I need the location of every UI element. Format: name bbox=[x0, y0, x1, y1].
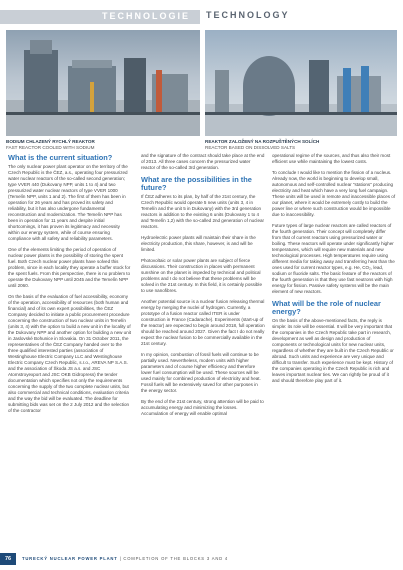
salt-reactor-image bbox=[205, 30, 397, 136]
article-column-1 bbox=[8, 153, 132, 419]
footer-text bbox=[22, 556, 228, 561]
caption-right bbox=[205, 139, 397, 150]
paragraph: If ČEZ adheres to its plan, by half of the 21st century, the Czech Republic would operate 5 new units (units 3, 4 in Temelín and the unit 5 in Dukovany) with the 3rd generation reactors in addition to the existing 6 units (Dukovany 1 to 4 and Temelín 1,2) with the so-called 2nd generation of nuclear reactors. bbox=[141, 193, 265, 229]
footer-journal: TURECKÝ NUCLEAR POWER PLANT bbox=[22, 556, 118, 561]
caption-left bbox=[6, 139, 200, 150]
paragraph: On the basis of the above-mentioned facts, the reply is simple: its role will be essential. It will be very important that the companies in the Czech Republic take part in research, development as well as design and production of components or technological units for new nuclear units, regardless of whether they are built in the Czech Republic or abroad. Such units and experience are very unique and difficult to transfer. Such experience must be kept. History of the companies operating in the Czech Republic is rich and leaves important nuclear ties. We can rightly be proud of it and should therefore play part of it. bbox=[272, 317, 394, 384]
heading-current-situation: What is the current situation? bbox=[8, 153, 113, 162]
footer-separator: | bbox=[119, 556, 124, 561]
paragraph: Future types of large nuclear reactors are called reactors of the fourth generation. Their concept will completely differ from that of current reactors using pressurized water or boiling. These reactors will operate under significantly higher temperatures, which will require new materials and new technological processes. High temperatures require using different media for taking away and transferring heat than the ones used for current reactor types, e.g. He, CO₂, lead, sodium or fluoride salts. The basic feature of the reactors of the fourth generation is that they use fast neutrons with high energy for fission. Passive safety systems will be the main element of new reactors. bbox=[272, 223, 395, 295]
paragraph: One of the elements limiting the period of operation of nuclear power plants is the possibility of storing the spent fuel. Both Czech nuclear power plants have solved this problem, since in each locality they operate a buffer stock for the spent fuels. From this perspective, there is no problem to operate the Dukovany NPP until 2045 and the Temelín NPP until 2060. bbox=[8, 247, 131, 289]
caption-right-cz: REAKTOR ZALOŽENÝ NA ROZPUŠTĚNÝCH SOLÍCH bbox=[205, 139, 320, 144]
paragraph: and the signature of the contract should take place at the end of 2013. All three cases concern the pressurized water reactor of the so-called 3rd generation. bbox=[141, 153, 265, 171]
section-title-en: TECHNOLOGY bbox=[206, 10, 290, 20]
paragraph: Hydroelectric power plants will maintain their share in the electricity production, this share, however, is and will be limited. bbox=[141, 234, 256, 252]
paragraph: operational regime of the sources, and thus also their most efficient use while maintaining the lowest costs. bbox=[272, 153, 391, 165]
paragraph: Another potential source is a nuclear fusion releasing thermal energy by merging the nuclei of hydrogen. Currently, a prototype of a fusion reactor called ITER is under construction in France (Cadarache). Experiments (start-up of the reactor) are expected to begin around 2018, full operation should be reached around 2027. Given the fact I do not really expect the nuclear fusion to be commercially available in the 21st century. bbox=[141, 298, 265, 346]
page-footer bbox=[0, 553, 403, 565]
article-column-2 bbox=[141, 153, 265, 422]
caption-right-en: REACTOR BASED ON DISSOLVED SALTS bbox=[205, 144, 296, 150]
sodium-reactor-image bbox=[6, 30, 200, 136]
paragraph: In my opinion, combustion of fossil fuels will continue to be partially used. Nevertheless, modern units with higher parameters and of course higher efficiency and therefore lower fuel consumption will be used. These sources will be used mainly for combined production of electricity and heat. Fossil fuels will be extensively saved for other purposes in the energy sector. bbox=[141, 352, 261, 394]
footer-subtitle: COMPLETION OF THE BLOCKS 3 AND 4 bbox=[123, 556, 229, 561]
caption-left-cz: BODIUM CHLAZENÝ RYCHLÝ REAKTOR bbox=[6, 139, 95, 144]
article-column-3 bbox=[272, 153, 396, 389]
paragraph: On the basis of the evaluation of fuel accessibility, economy of the operation, accessibility of resources (both human and financial) and of its own expert possibilities, the ČEZ Company decided to initiate a public procurement procedure concerning the construction of two nuclear units in Temelín (units 3, 4) with the option to build a new unit in the locality of the Dukovany NPP and another option for building a new unit in Jaslovské Bohunice in Slovakia. On 31 October 2011, the representatives of the ČEZ Company handed over to the three qualified interested parties (association of Westinghouse Electric Company LLC and Westinghouse Electric Company Czech Republic, s.r.o., AREVA NP S.A.S. and the association of Škoda JS a.s. and JSC Atomstroyexport and JSC OKB Gidropress) the tender documentation which specifies not only the requirements concerning the supply of the two complete nuclear units, but also commercial and technical conditions, evaluation criteria and the way the bid will be evaluated. The deadline for submitting bids was set on the 2 July 2012 and the selection of the contractor bbox=[8, 294, 132, 414]
caption-left-en: FAST REACTOR COOLED WITH SODIUM bbox=[6, 144, 95, 150]
paragraph: By the end of the 21st century, strong attention will be paid to accumulating energy and minimizing the losses. Accumulation of energy will enable optimal bbox=[141, 399, 264, 417]
paragraph: To conclude I would like to mention the fission of a nucleus. Already now, the world is beginning to develop small, autonomous and self-controlled nuclear "stations" producing electricity and heat which have a very long fuel campaign. These units will be used in remote and inaccessible places of our planet, where it would be extremely costly to build the power line or where such construction would be impossible due to inaccessibility. bbox=[272, 170, 396, 218]
section-header bbox=[0, 0, 403, 32]
heading-future-possibilities: What are the possibilities in the future? bbox=[141, 175, 252, 192]
page-number: 76 bbox=[0, 553, 16, 565]
paragraph: Photovoltaic or solar power plants are subject of fierce discussions. Their construction in places with permanent sunshine on the planet is impeded by technical and political problems and I do not believe that these problems will be solved in the 21st century. In this field, it is certainly possible to use nanofibres. bbox=[141, 257, 262, 293]
section-title-cz: TECHNOLOGIE bbox=[101, 11, 190, 21]
paragraph: The only nuclear power plant operator on the territory of the Czech Republic is the ČEZ, a.s., operating four pressurized water nuclear reactors of the so-called second generation; type VVER 440 (Dukovany NPP, units 1 to 4) and two pressurized water nuclear reactors of type VVER 1000 (Temelín NPP, units 1 and 2). The first of them has been in operation for 26 years and has proved its safety and reliability, but it has also undergone fundamental reconstruction and modernization. The Temelín NPP has been in operation for 11 years and despite initial shortcomings, it has proven its legitimacy and necessity within our energy system, while of course ensuring compliance with all safety and reliability parameters. bbox=[8, 163, 128, 241]
section-label-bar bbox=[0, 10, 200, 24]
heading-nuclear-energy-role: What will be the role of nuclear energy? bbox=[272, 299, 381, 317]
